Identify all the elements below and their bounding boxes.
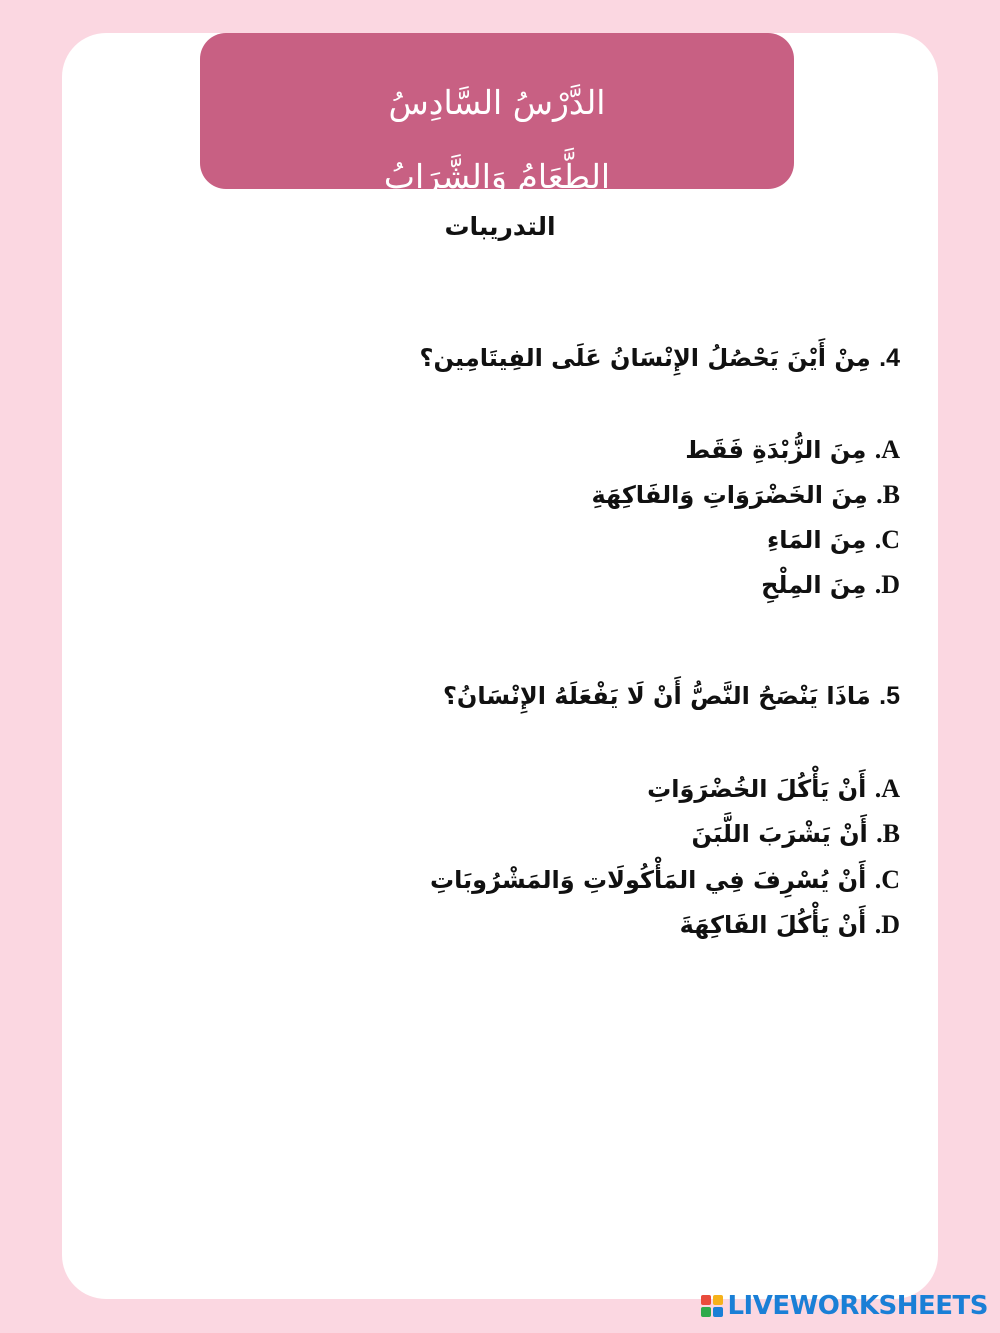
- question-text: مَاذَا يَنْصَحُ النَّصُّ أَنْ لَا يَفْعَلَهُ الإِنْسَانُ؟: [442, 682, 871, 710]
- option-letter: B.: [876, 480, 900, 509]
- option-letter: D.: [874, 910, 900, 939]
- option-5a[interactable]: [647, 771, 900, 807]
- option-text: مِنَ الزُّبْدَةِ فَقَط: [685, 436, 867, 464]
- liveworksheets-logo: [701, 1291, 988, 1321]
- option-letter: B.: [876, 819, 900, 848]
- option-text: مِنَ الخَضْرَوَاتِ وَالفَاكِهَةِ: [591, 481, 868, 509]
- liveworksheets-mark-icon: [701, 1295, 723, 1317]
- option-4a[interactable]: [685, 432, 900, 468]
- option-text: أَنْ يَأْكُلَ الفَاكِهَةَ: [679, 911, 867, 939]
- option-5d[interactable]: [680, 907, 900, 943]
- option-5c[interactable]: [430, 862, 900, 898]
- option-letter: A.: [874, 435, 900, 464]
- option-text: أَنْ يَأْكُلَ الخُضْرَوَاتِ: [647, 775, 867, 803]
- question-number: 4.: [879, 344, 900, 372]
- option-4c[interactable]: [767, 522, 900, 558]
- section-title: التدريبات: [444, 212, 556, 241]
- question-text: مِنْ أَيْنَ يَحْصُلُ الإِنْسَانُ عَلَى الفِيتَامِين؟: [419, 344, 871, 372]
- option-4d[interactable]: [761, 567, 900, 603]
- lesson-banner: [200, 33, 794, 196]
- option-letter: C.: [874, 865, 900, 894]
- option-letter: A.: [874, 774, 900, 803]
- option-text: أَنْ يَشْرَبَ اللَّبَنَ: [691, 820, 868, 848]
- lesson-title: الدَّرْسُ السَّادِسُ: [388, 83, 606, 122]
- option-text: أَنْ يُسْرِفَ فِي المَأْكُولَاتِ وَالمَشْرُوبَاتِ: [430, 866, 867, 894]
- question-5: [443, 678, 900, 714]
- question-number: 5.: [879, 682, 900, 710]
- option-5b[interactable]: [691, 816, 900, 852]
- option-4b[interactable]: [591, 477, 900, 513]
- option-text: مِنَ المَاءِ: [766, 526, 867, 554]
- option-letter: D.: [874, 570, 900, 599]
- lesson-topic: الطَّعَامُ وَالشَّرَابُ: [383, 157, 611, 196]
- option-letter: C.: [874, 525, 900, 554]
- option-text: مِنَ المِلْحِ: [761, 571, 867, 599]
- question-4: [420, 340, 900, 376]
- logo-text: LIVEWORKSHEETS: [727, 1291, 988, 1321]
